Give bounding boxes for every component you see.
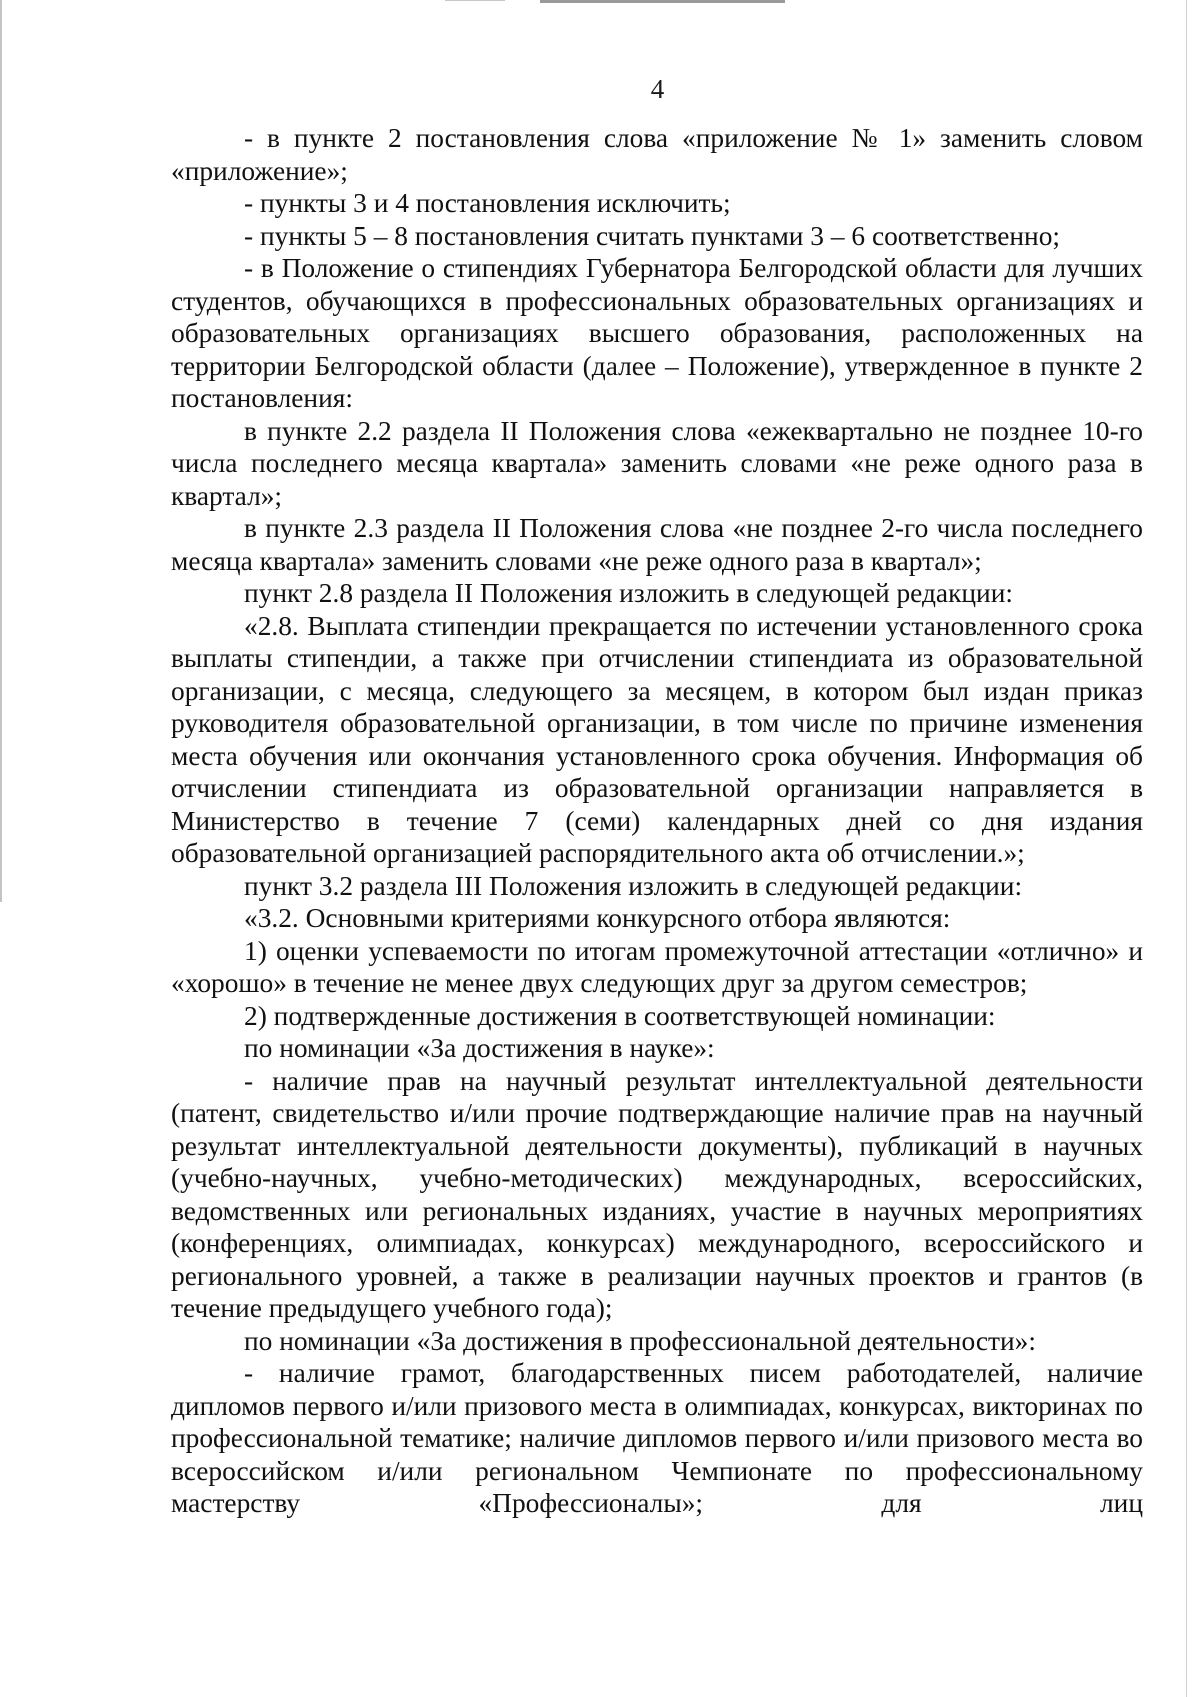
paragraph: - в пункте 2 постановления слова «приложение № 1» заменить словом «приложение»; (171, 123, 1143, 186)
scan-artifact-left-edge (0, 0, 2, 902)
paragraph: - наличие прав на научный результат интеллектуальной деятельности (патент, свидетельство и/или прочие подтверждающие наличие прав на научный результат интеллектуальной деятельности документы), публикаций в научных (учебно-научных, учебно-методических) международных, всероссийских, ведомственных или региональных изданиях, участие в научных мероприятиях (конференциях, олимпиадах, конкурсах) международного, всероссийского и регионального уровней, а также в реализации научных проектов и грантов (в течение предыдущего учебного года); (171, 1065, 1143, 1323)
paragraph: по номинации «За достижения в науке»: (244, 1033, 715, 1063)
paragraph: - пункты 5 – 8 постановления считать пунктами 3 – 6 соответственно; (244, 220, 1061, 251)
page-number: 4 (650, 74, 665, 104)
scan-artifact-right-edge (1186, 0, 1187, 1697)
paragraph: 2) подтвержденные достижения в соответствующей номинации: (244, 1000, 996, 1031)
paragraph: - пункты 3 и 4 постановления исключить; (244, 188, 731, 218)
paragraph: в пункте 2.3 раздела II Положения слова «не позднее 2-го числа последнего месяца квартала» заменить словами «не реже одного раза в квартал»; (171, 513, 1143, 576)
paragraph: пункт 3.2 раздела III Положения изложить в следующей редакции: (244, 870, 1023, 901)
scan-artifact-top-left (445, 0, 505, 1)
paragraph: по номинации «За достижения в профессиональной деятельности»: (244, 1325, 1036, 1356)
paragraph: «3.2. Основными критериями конкурсного отбора являются: (244, 903, 951, 933)
paragraph: пункт 2.8 раздела II Положения изложить в следующей редакции: (244, 578, 1013, 608)
paragraph: - в Положение о стипендиях Губернатора Белгородской области для лучших студентов, обучающихся в профессиональных образовательных организациях и образовательных организациях высшего образования, расположенных на территории Белгородской области (далее – Положение), утвержденное в пункте 2 постановления: (171, 253, 1143, 413)
paragraph: в пункте 2.2 раздела II Положения слова «ежеквартально не позднее 10-го числа последнего месяца квартала» заменить словами «не реже одного раза в квартал»; (171, 415, 1143, 511)
paragraph: - наличие грамот, благодарственных писем работодателей, наличие дипломов первого и/или призового места в олимпиадах, конкурсах, викторинах по профессиональной тематике; наличие дипломов первого и/или призового места во всероссийском и/или региональном Чемпионате по профессиональному мастерству «Профессионалы»; для лиц (171, 1358, 1143, 1518)
paragraph: 1) оценки успеваемости по итогам промежуточной аттестации «отлично» и «хорошо» в течение не менее двух следующих друг за другом семестров; (171, 935, 1143, 998)
paragraph: «2.8. Выплата стипендии прекращается по истечении установленного срока выплаты стипендии, а также при отчислении стипендиата из образовательной организации, с месяца, следующего за месяцем, в котором был издан приказ руководителя образовательной организации, в том числе по причине изменения места обучения или окончания установленного срока обучения. Информация об отчислении стипендиата из образовательной организации направляется в Министерство в течение 7 (семи) календарных дней со дня издания образовательной организацией распорядительного акта об отчислении.»; (171, 610, 1143, 868)
document-body (171, 122, 1143, 1520)
scan-artifact-top (540, 0, 785, 3)
